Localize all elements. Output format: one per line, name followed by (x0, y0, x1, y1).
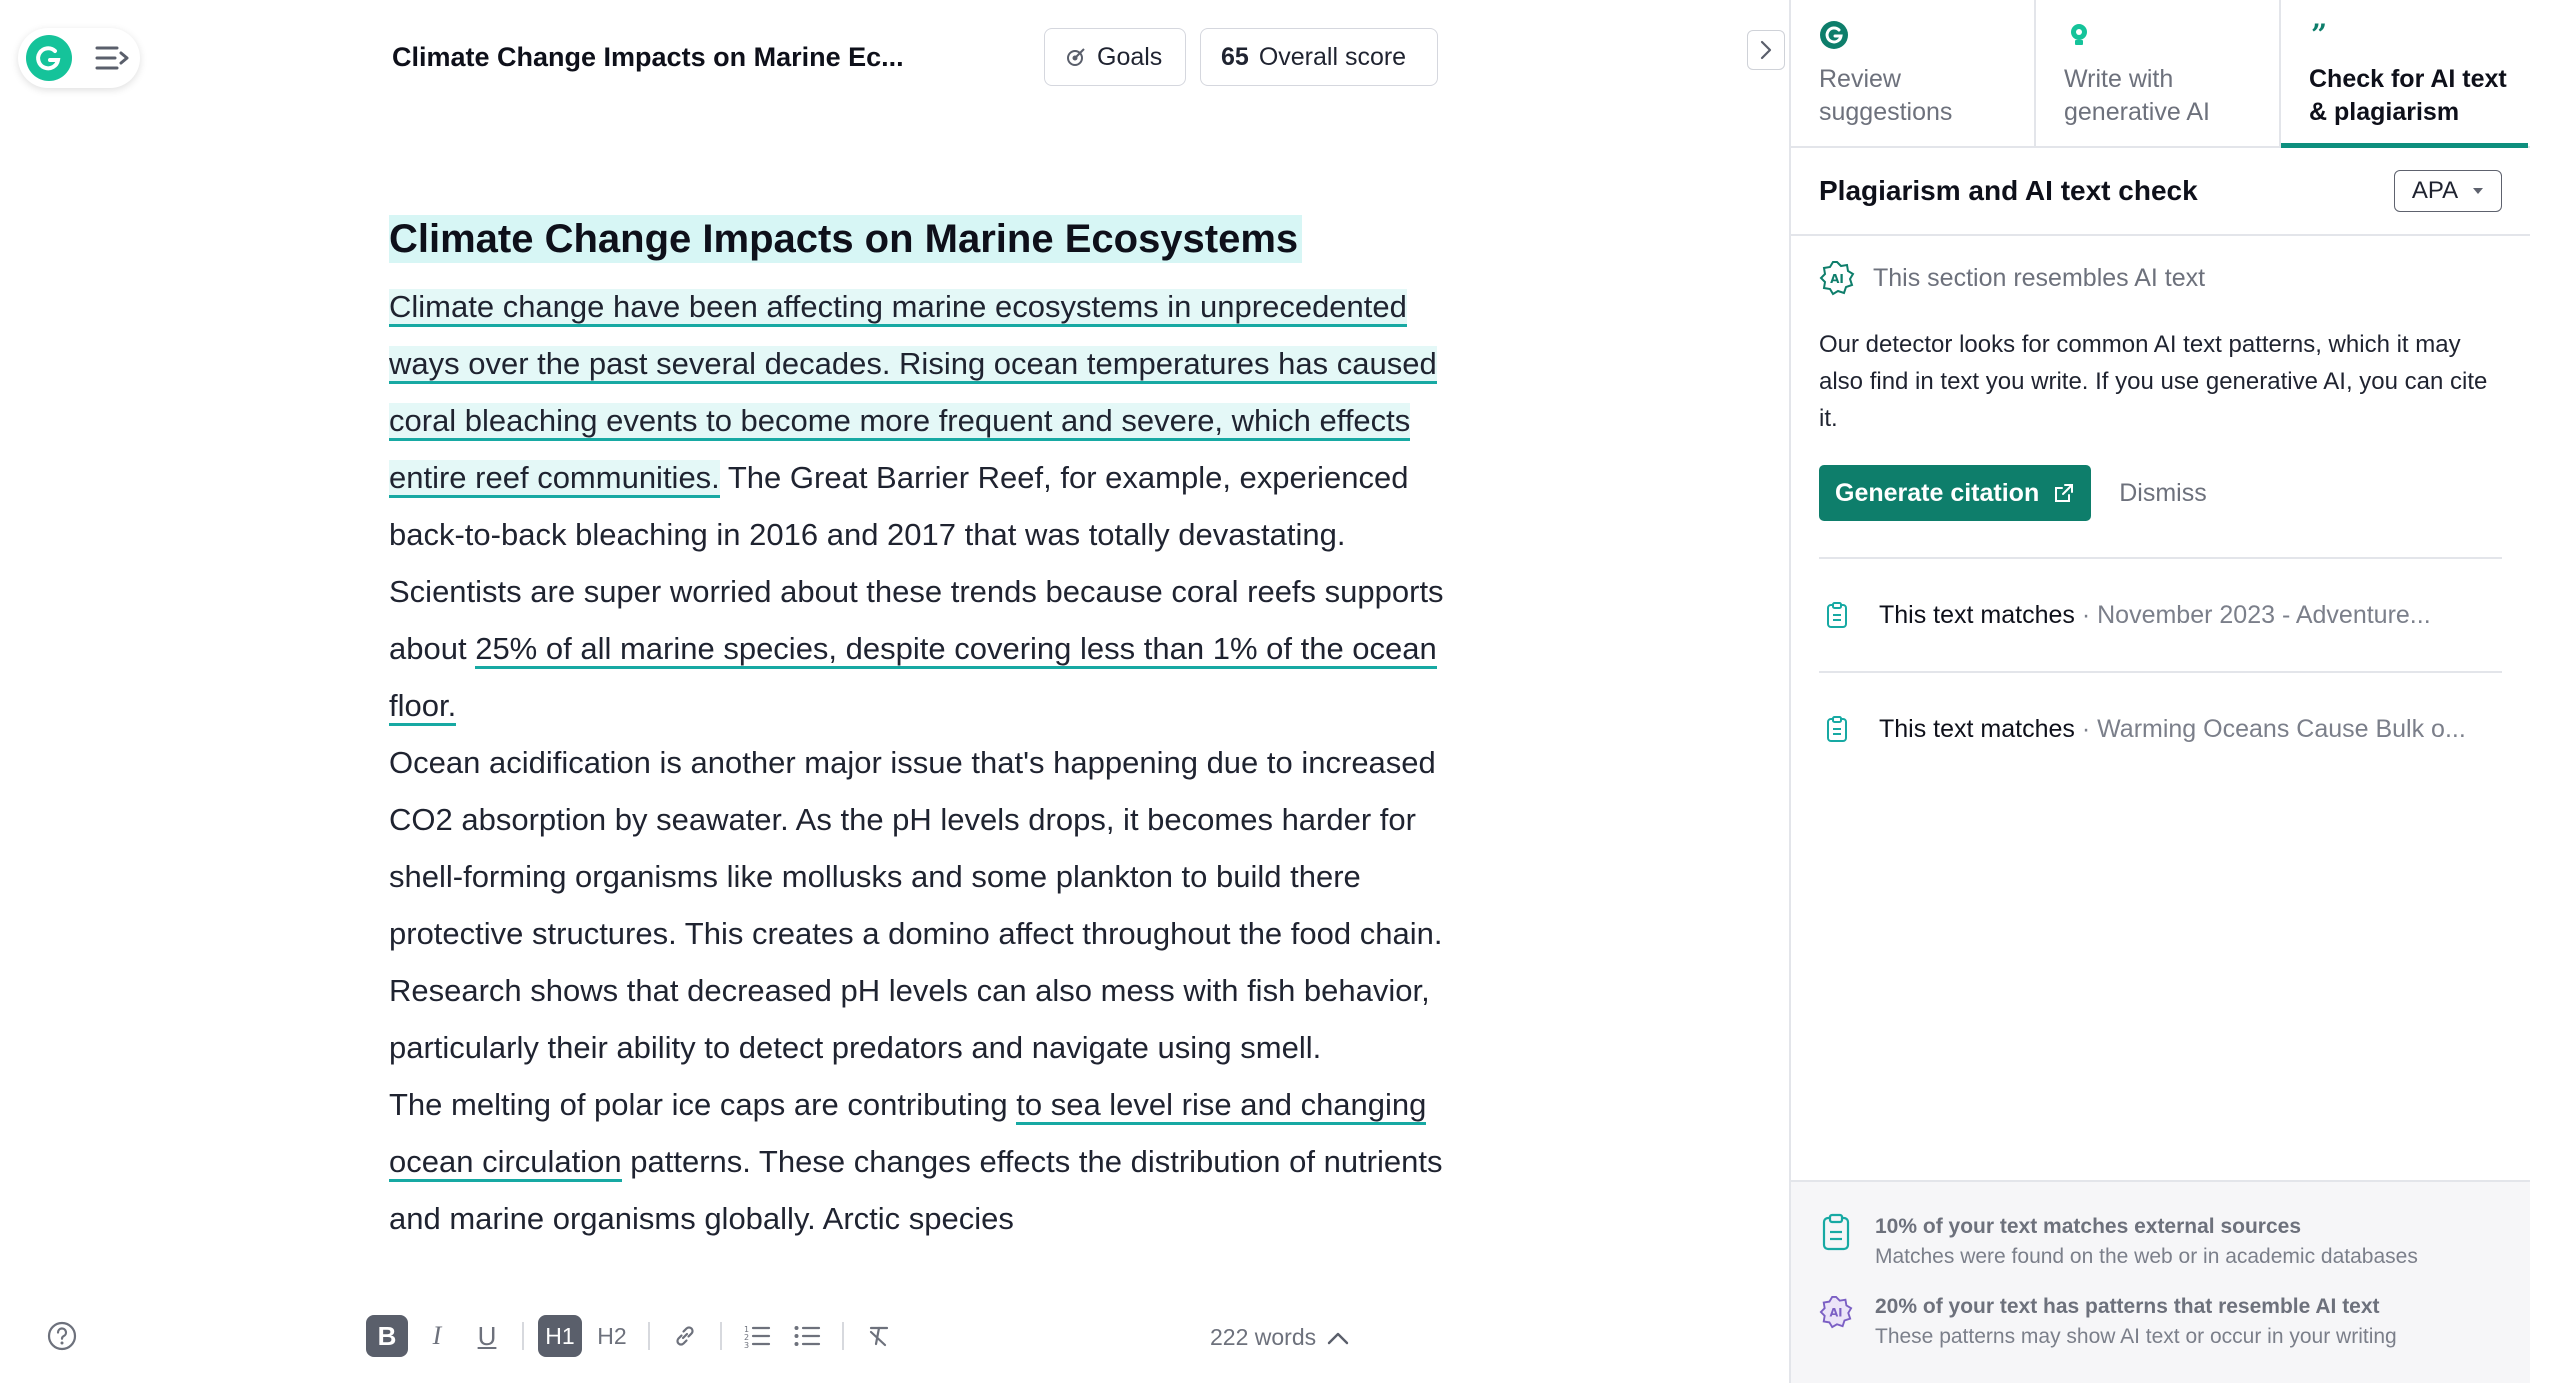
match-label: This text matches (1879, 714, 2075, 743)
clear-formatting-button[interactable] (858, 1315, 900, 1357)
paragraph-2[interactable]: Ocean acidification is another major issue that's happening due to increased CO2 absorption by seawater. As the pH levels drops, it becomes harder for shell-forming organisms like mollusks and some plankton to build there protective structures. This creates a domino affect throughout the food chain. Research shows that decreased pH levels can also mess with fish behavior, particularly their ability to detect predators and navigate using smell. (389, 745, 1443, 1065)
clear-formatting-icon (866, 1323, 892, 1349)
tab-review-suggestions[interactable] (1791, 0, 2036, 146)
overall-score-button[interactable] (1200, 28, 1438, 86)
heading-1-button[interactable]: H1 (538, 1315, 582, 1357)
check-summary (1791, 1180, 2530, 1383)
svg-text:AI: AI (1830, 272, 1844, 286)
svg-text:”: ” (2311, 20, 2328, 50)
document-menu-icon[interactable] (94, 43, 130, 73)
numbered-list-icon (743, 1323, 771, 1349)
formatting-toolbar (366, 1314, 900, 1358)
bullet-list-button[interactable] (786, 1315, 828, 1357)
tab-label: Review suggestions (1819, 65, 1953, 126)
sidebar-tabs (1791, 0, 2530, 148)
goals-button[interactable] (1044, 28, 1186, 86)
caret-down-icon (2472, 187, 2484, 195)
underline-button[interactable]: U (477, 1320, 497, 1351)
ai-text-card (1791, 236, 2530, 521)
grammarly-logo-pill[interactable] (18, 28, 140, 88)
ai-summary (1819, 1292, 2502, 1352)
collapse-sidebar-button[interactable] (1747, 30, 1785, 70)
paragraph-3-text-b: patterns. These changes effects the distribution of nutrients and marine organisms globally. Arctic species (389, 1144, 1443, 1236)
assistant-sidebar (1789, 0, 2530, 1383)
goals-icon (1065, 46, 1087, 68)
link-icon (672, 1323, 698, 1349)
ai-text-highlight[interactable]: Climate change have been affecting marine ecosystems in unprecedented ways over the past several decades. Rising ocean temperatures has caused coral bleaching events to become more frequent and severe, which effects entire reef communities. (389, 289, 1437, 498)
ai-summary-title: 20% of your text has patterns that resemble AI text (1875, 1295, 2380, 1318)
document-heading[interactable] (389, 210, 1459, 268)
dismiss-button[interactable]: Dismiss (2119, 478, 2207, 507)
match-source: November 2023 - Adventure... (2097, 600, 2431, 629)
citation-style-select[interactable] (2394, 170, 2502, 212)
chevron-right-icon (1759, 39, 1773, 61)
plagiarism-match-item[interactable]: This text matches · Warming Oceans Cause Bulk o... (1791, 673, 2530, 785)
clipboard-summary-icon (1819, 1212, 1853, 1252)
goals-label: Goals (1097, 42, 1163, 71)
paragraph-1-text: The Great Barrier Reef, for example, experienced back-to-back bleaching in 2016 and 2017 that was totally devastating. Scientists are super worried about these trends because coral reefs supports about (389, 460, 1444, 666)
plagiarism-match-underline-2[interactable]: to sea level rise and changing ocean circulation (389, 1087, 1426, 1182)
generate-citation-label: Generate citation (1835, 478, 2040, 507)
help-icon[interactable] (46, 1320, 78, 1352)
citation-style-value: APA (2411, 177, 2459, 204)
generate-citation-button[interactable] (1819, 465, 2091, 521)
document-heading-text: Climate Change Impacts on Marine Ecosystems (389, 215, 1302, 263)
word-count-toggle[interactable] (1210, 1324, 1350, 1351)
document-editor[interactable] (389, 210, 1459, 1247)
toolbar-divider (522, 1322, 524, 1350)
paragraph-3[interactable] (389, 1076, 1459, 1247)
plagiarism-match-underline-1[interactable]: 25% of all marine species, despite covering less than 1% of the ocean floor. (389, 631, 1437, 726)
tab-label: Write with generative AI (2064, 65, 2210, 126)
heading-2-button[interactable]: H2 (597, 1322, 627, 1349)
ai-badge-icon (1819, 260, 1855, 296)
grammarly-g-icon (1819, 20, 1849, 50)
italic-button[interactable]: I (432, 1321, 442, 1350)
paragraph-3-text-a: The melting of polar ice caps are contributing (389, 1087, 1017, 1122)
clipboard-icon (1825, 601, 1849, 629)
tab-generative-ai[interactable] (2036, 0, 2281, 146)
overall-score-label: Overall score (1258, 42, 1407, 71)
lightbulb-icon (2064, 20, 2094, 50)
svg-text:3: 3 (744, 1341, 750, 1349)
external-link-icon (2053, 482, 2075, 504)
ai-summary-icon (1819, 1292, 1853, 1332)
ai-description: Our detector looks for common AI text patterns, which it may also find in text you write. If you use generative AI, you can cite it. (1819, 331, 2488, 432)
ai-actions (1819, 465, 2502, 521)
plagiarism-match-item[interactable]: This text matches · November 2023 - Adventure... (1791, 559, 2530, 671)
plagiarism-summary (1819, 1212, 2502, 1272)
plagiarism-summary-title: 10% of your text matches external sources (1875, 1215, 2302, 1238)
bold-button[interactable]: B (366, 1315, 408, 1357)
paragraph-1[interactable] (389, 278, 1459, 734)
quote-icon (2309, 20, 2339, 50)
clipboard-icon (1825, 715, 1849, 743)
bullet-list-icon (793, 1323, 821, 1349)
match-source: Warming Oceans Cause Bulk o... (2097, 714, 2466, 743)
svg-text:2: 2 (744, 1333, 750, 1342)
toolbar-divider (842, 1322, 844, 1350)
plagiarism-summary-subtitle: Matches were found on the web or in academic databases (1875, 1245, 2418, 1268)
document-title: Climate Change Impacts on Marine Ec... (392, 42, 904, 72)
toolbar-divider (648, 1322, 650, 1350)
link-button[interactable] (664, 1315, 706, 1357)
match-label: This text matches (1879, 600, 2075, 629)
tab-ai-plagiarism-check[interactable] (2281, 0, 2528, 146)
toolbar-divider (720, 1322, 722, 1350)
panel-title: Plagiarism and AI text check (1819, 175, 2198, 206)
chevron-up-icon (1326, 1330, 1350, 1346)
numbered-list-button[interactable] (736, 1315, 778, 1357)
word-count: 222 words (1210, 1324, 1317, 1350)
overall-score-value: 65 (1221, 42, 1249, 71)
ai-notice-text: This section resembles AI text (1873, 263, 2206, 292)
svg-text:1: 1 (744, 1325, 750, 1334)
panel-header (1791, 148, 2530, 236)
grammarly-logo-icon[interactable] (26, 35, 72, 81)
ai-summary-subtitle: These patterns may show AI text or occur in your writing (1875, 1325, 2397, 1348)
tab-label: Check for AI text & plagiarism (2309, 65, 2507, 126)
ai-notice (1819, 260, 2502, 296)
svg-text:AI: AI (1829, 1305, 1843, 1320)
